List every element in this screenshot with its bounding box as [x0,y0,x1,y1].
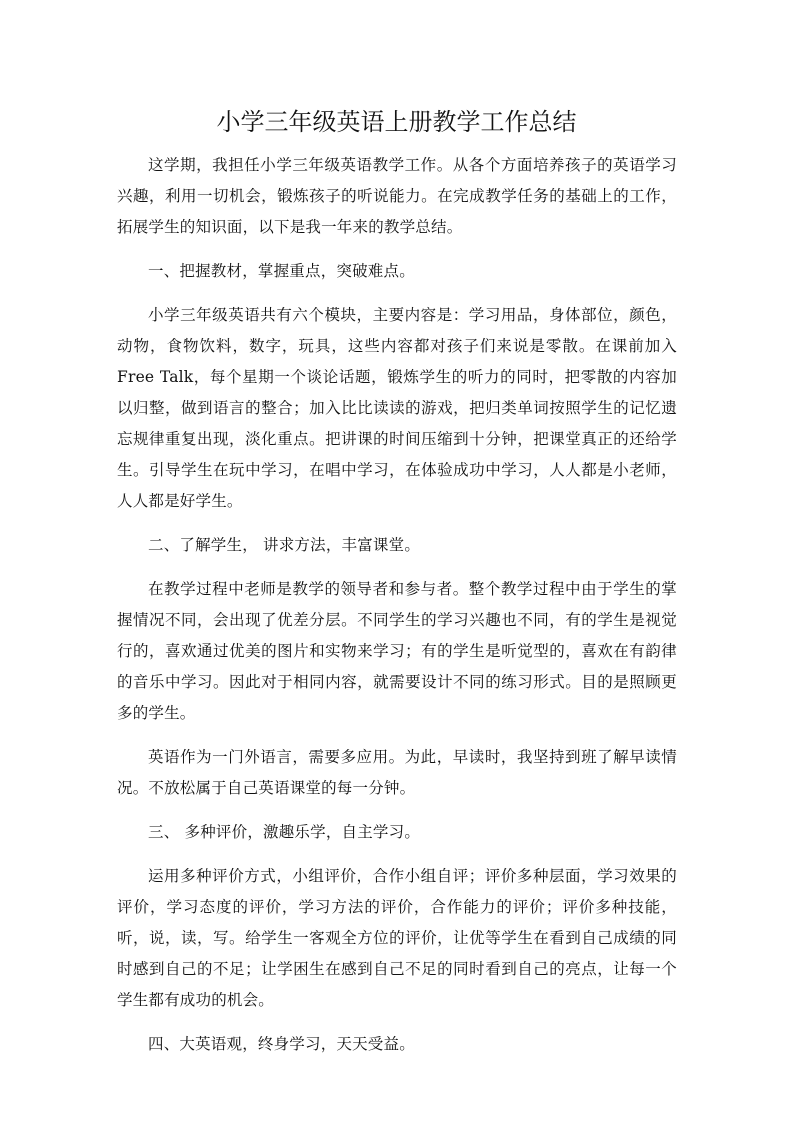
section-3-heading: 三、 多种评价，激趣乐学，自主学习。 [148,823,421,841]
section-2-paragraph-1: 在教学过程中老师是教学的领导者和参与者。整个教学过程中由于学生的掌握情况不同，会出现了优差分层。不同学生的学习兴趣也不同，有的学生是视觉行的，喜欢通过优美的图片和实物来学习；有的学生是听觉型的，喜欢在有韵律的音乐中学习。因此对于相同内容，就需要设计不同的练习形式。目的是照顾更多的学生。 [117,580,677,722]
section-3-paragraph: 运用多种评价方式，小组评价，合作小组自评；评价多种层面，学习效果的评价，学习态度的评价，学习方法的评价，合作能力的评价；评价多种技能，听，说，读，写。给学生一客观全方位的评价，让优等学生在看到自己成绩的同时感到自己的不足；让学困生在感到自己不足的同时看到自己的亮点，让每一个学生都有成功的机会。 [117,867,677,1009]
document-title: 小学三年级英语上册教学工作总结 [216,108,577,136]
section-2-heading: 二、了解学生， 讲求方法，丰富课堂。 [148,536,421,554]
section-1-heading: 一、把握教材，掌握重点，突破难点。 [148,262,415,280]
section-2-paragraph-2: 英语作为一门外语言，需要多应用。为此，早读时，我坚持到班了解早读情况。不放松属于自己英语课堂的每一分钟。 [117,748,677,797]
intro-paragraph: 这学期，我担任小学三年级英语教学工作。从各个方面培养孩子的英语学习兴趣，利用一切机会，锻炼孩子的听说能力。在完成教学任务的基础上的工作，拓展学生的知识面，以下是我一年来的教学总结。 [117,156,677,236]
document-body [117,150,677,1073]
section-1-paragraph: 小学三年级英语共有六个模块，主要内容是：学习用品，身体部位，颜色，动物，食物饮料，数字，玩具，这些内容都对孩子们来说是零散。在课前加入Free Talk，每个星期一个谈论话题，锻炼学生的听力的同时，把零散的内容加以归整，做到语言的整合；加入比比读读的游戏，把归类单词按照学生的记忆遗忘规律重复出现，淡化重点。把讲课的时间压缩到十分钟，把课堂真正的还给学生。引导学生在玩中学习，在唱中学习，在体验成功中学习，人人都是小老师，人人都是好学生。 [117,306,677,510]
section-4-heading: 四、大英语观，终身学习，天天受益。 [148,1035,415,1053]
